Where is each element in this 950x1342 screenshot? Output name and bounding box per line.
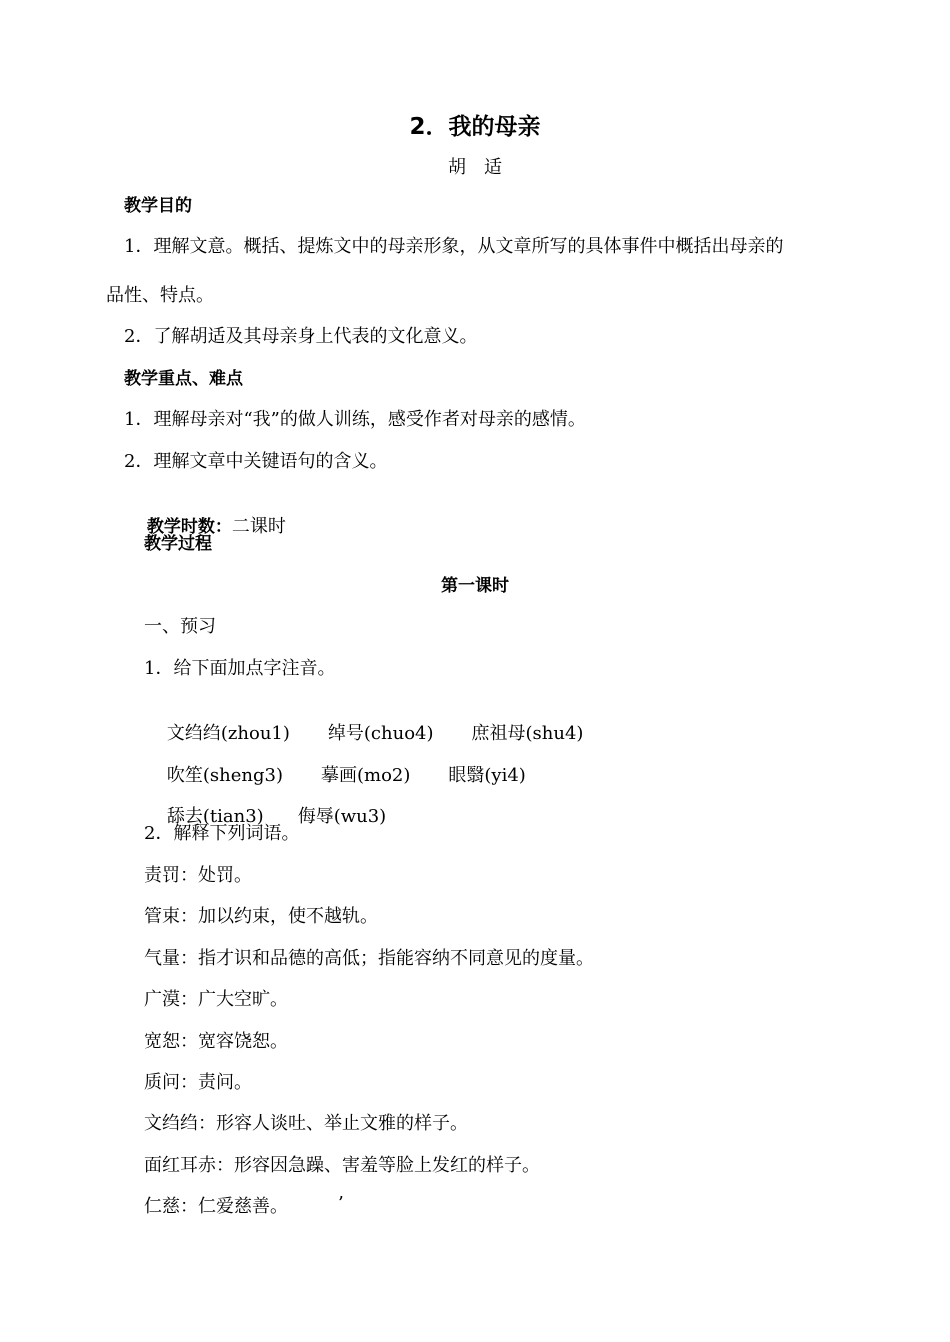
pinyin-item: 庶祖母(shu4) <box>471 723 584 744</box>
keypoints-heading: 教学重点、难点 <box>124 369 243 389</box>
keypoint-1: 1．理解母亲对“我”的做人训练，感受作者对母亲的感情。 <box>124 409 586 430</box>
definition-item: 广漠：广大空旷。 <box>144 989 288 1010</box>
objective-2: 2．了解胡适及其母亲身上代表的文化意义。 <box>124 326 478 347</box>
definition-item: 责罚：处罚。 <box>144 865 252 886</box>
objective-1-line-b: 品性、特点。 <box>106 285 214 306</box>
pinyin-item: 侮辱(wu3) <box>297 806 387 827</box>
task-2: 2．解释下列词语。 <box>144 823 300 844</box>
definition-item: 管束：加以约束，使不越轨。 <box>144 906 378 927</box>
pinyin-item: 吹笙(sheng3) <box>166 765 283 786</box>
definition-item: 宽恕：宽容饶恕。 <box>144 1031 288 1052</box>
definition-item: 文绉绉：形容人谈吐、举止文雅的样子。 <box>144 1113 468 1134</box>
lesson-heading: 第一课时 <box>441 576 509 596</box>
stray-mark: ’ <box>338 1193 344 1214</box>
pinyin-item: 文绉绉(zhou1) <box>166 723 290 744</box>
task-1: 1．给下面加点字注音。 <box>144 658 336 679</box>
definition-item: 气量：指才识和品德的高低；指能容纳不同意见的度量。 <box>144 948 594 969</box>
section-1: 一、预习 <box>144 616 216 637</box>
pinyin-item: 绰号(chuo4) <box>327 723 434 744</box>
pinyin-item: 眼翳(yi4) <box>448 765 526 786</box>
process-heading: 教学过程 <box>144 534 212 554</box>
hours-value: 二课时 <box>231 516 286 537</box>
keypoint-2: 2．理解文章中关键语句的含义。 <box>124 451 388 472</box>
hours-label: 教学时数： <box>146 517 232 537</box>
definition-item: 面红耳赤：形容因急躁、害羞等脸上发红的样子。 <box>144 1155 540 1176</box>
objective-1-line-a: 1．理解文意。概括、提炼文中的母亲形象，从文章所写的具体事件中概括出母亲的 <box>124 236 784 257</box>
doc-title: 2．我的母亲 <box>409 114 541 140</box>
doc-author: 胡 适 <box>448 157 502 178</box>
definition-item: 仁慈：仁爱慈善。 <box>144 1196 288 1217</box>
pinyin-item: 摹画(mo2) <box>321 765 411 786</box>
pinyin-item: 舔去(tian3) <box>166 806 264 827</box>
definition-item: 质问：责问。 <box>144 1072 252 1093</box>
objectives-heading: 教学目的 <box>124 196 192 216</box>
